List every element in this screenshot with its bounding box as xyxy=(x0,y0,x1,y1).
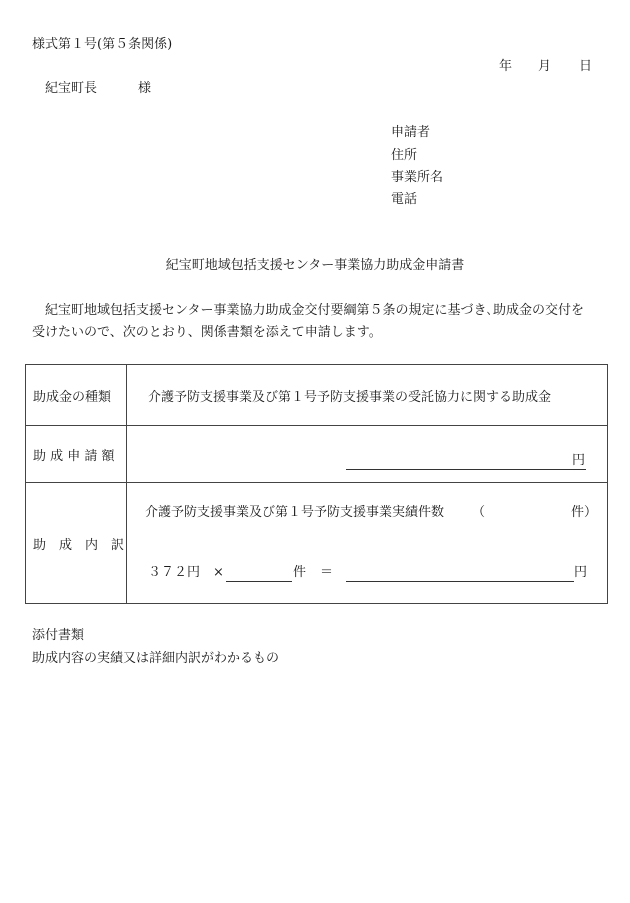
times-sign: × xyxy=(213,565,224,580)
type-label: 助成金の種類 xyxy=(26,365,127,426)
amount-underline xyxy=(346,469,586,470)
total-yen: 円 xyxy=(574,565,588,580)
table-row-type xyxy=(26,365,608,426)
table-row-detail xyxy=(26,483,608,604)
document-title: 紀宝町地域包括支援センター事業協力助成金申請書 xyxy=(165,258,465,273)
table-row-amount xyxy=(26,426,608,483)
total-underline[interactable] xyxy=(346,581,574,582)
type-value: 介護予防支援事業及び第１号予防支援事業の受託協力に関する助成金 xyxy=(148,389,552,405)
detail-cell xyxy=(127,483,608,604)
date-year: 年 xyxy=(499,59,513,74)
form-number: 様式第１号(第５条関係) xyxy=(32,37,173,52)
body-line-2: 受けたいので、次のとおり、関係書類を添えて申請します。 xyxy=(32,325,382,340)
office-name-label: 事業所名 xyxy=(391,170,444,185)
attachments-heading: 添付書類 xyxy=(32,628,85,643)
applicant-label: 申請者 xyxy=(391,125,431,140)
honorific: 様 xyxy=(138,81,152,96)
body-line-1: 紀宝町地域包括支援センター事業協力助成金交付要綱第５条の規定に基づき､助成金の交付を xyxy=(45,303,584,318)
phone-label: 電話 xyxy=(391,192,418,207)
count-underline[interactable] xyxy=(226,581,292,582)
address-label: 住所 xyxy=(391,148,418,163)
count-paren-open: （ xyxy=(472,505,486,520)
equals-sign: ＝ xyxy=(320,565,334,580)
count-unit-close: 件） xyxy=(571,505,598,520)
ken-unit: 件 xyxy=(293,565,307,580)
type-cell xyxy=(127,365,608,426)
amount-cell[interactable] xyxy=(127,426,608,483)
date-month: 月 xyxy=(538,59,552,74)
application-table xyxy=(25,364,608,604)
amount-label: 助 成 申 請 額 xyxy=(26,426,127,483)
detail-label: 助 成 内 訳 xyxy=(26,483,127,604)
attachments-item: 助成内容の実績又は詳細内訳がわかるもの xyxy=(32,651,280,666)
unit-price: ３７２円 xyxy=(148,565,201,580)
detail-line-1: 介護予防支援事業及び第１号予防支援事業実績件数 xyxy=(145,505,445,520)
date-day: 日 xyxy=(579,59,593,74)
amount-yen: 円 xyxy=(572,453,586,468)
addressee: 紀宝町長 xyxy=(45,81,98,96)
